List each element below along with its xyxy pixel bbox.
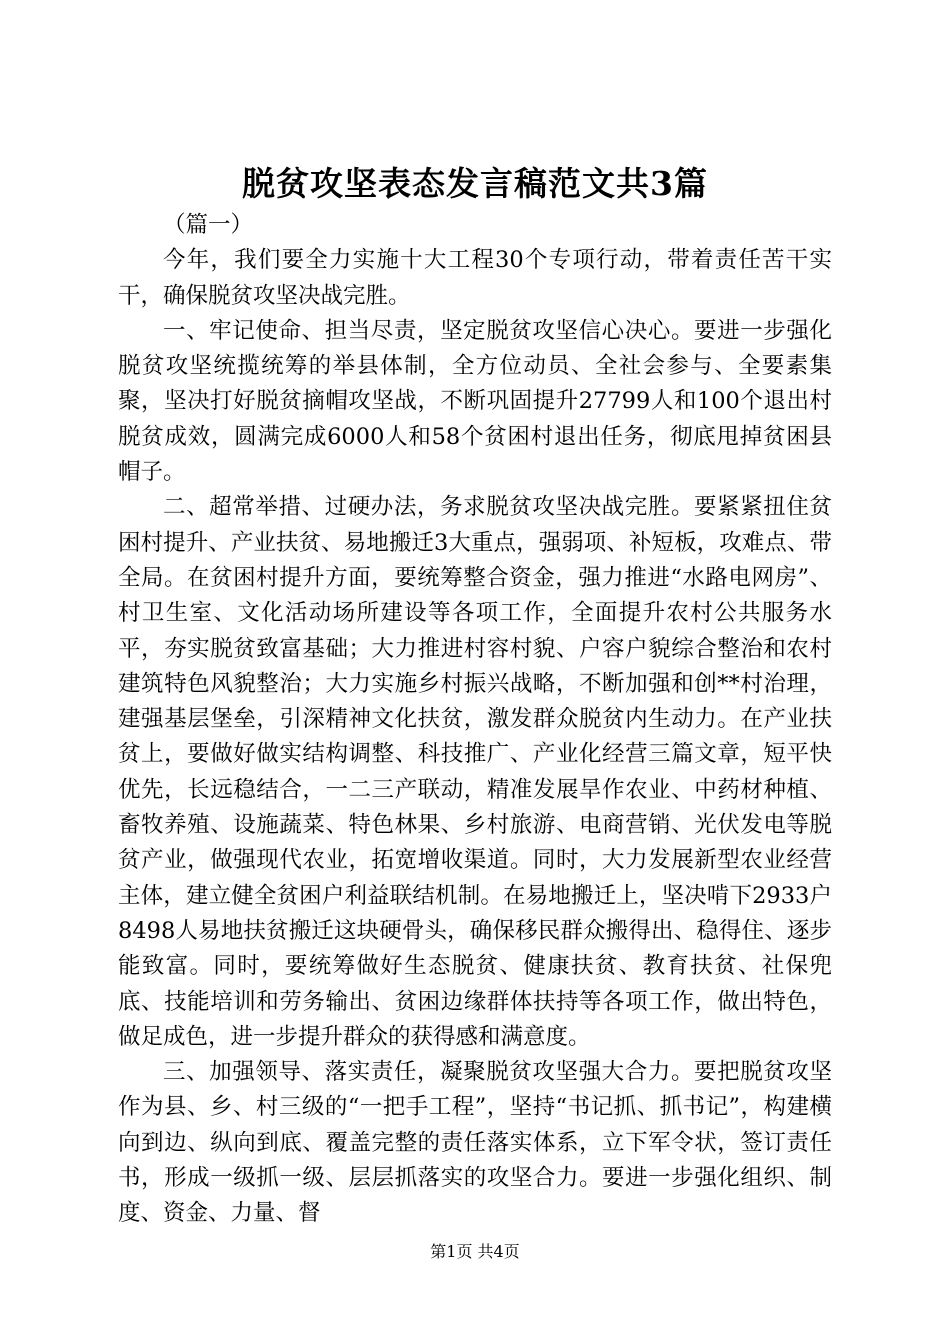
- paragraph-point-one: 一、牢记使命、担当尽责，坚定脱贫攻坚信心决心。要进一步强化脱贫攻坚统揽统筹的举县体制，全方位动员、全社会参与、全要素集聚，坚决打好脱贫摘帽攻坚战，不断巩固提升27799人和100个退出村脱贫成效，圆满完成6000人和58个贫困村退出任务，彻底甩掉贫困县帽子。: [118, 317, 832, 486]
- paragraph-intro: 今年，我们要全力实施十大工程30个专项行动，带着责任苦干实干，确保脱贫攻坚决战完胜。: [118, 247, 832, 309]
- section-label: （篇一）: [163, 212, 254, 238]
- page-footer: 第1页 共4页: [430, 1242, 520, 1261]
- paragraph-point-three: 三、加强领导、落实责任，凝聚脱贫攻坚强大合力。要把脱贫攻坚作为县、乡、村三级的“一把手工程”，坚持“书记抓、抓书记”，构建横向到边、纵向到底、覆盖完整的责任落实体系，立下军令状，签订责任书，形成一级抓一级、层层抓落实的攻坚合力。要进一步强化组织、制度、资金、力量、督: [118, 1059, 832, 1227]
- document-body: [118, 208, 832, 1232]
- document-title: 脱贫攻坚表态发言稿范文共3篇: [242, 164, 708, 203]
- paragraph-point-two: 二、超常举措、过硬办法，务求脱贫攻坚决战完胜。要紧紧扭住贫困村提升、产业扶贫、易地搬迁3大重点，强弱项、补短板，攻难点、带全局。在贫困村提升方面，要统筹整合资金，强力推进“水路电网房”、村卫生室、文化活动场所建设等各项工作，全面提升农村公共服务水平，夯实脱贫致富基础；大力推进村容村貌、户容户貌综合整治和农村建筑特色风貌整治；大力实施乡村振兴战略，不断加强和创**村治理，建强基层堡垒，引深精神文化扶贫，激发群众脱贫内生动力。在产业扶贫上，要做好做实结构调整、科技推广、产业化经营三篇文章，短平快优先，长远稳结合，一二三产联动，精准发展旱作农业、中药材种植、畜牧养殖、设施蔬菜、特色林果、乡村旅游、电商营销、光伏发电等脱贫产业，做强现代农业，拓宽增收渠道。同时，大力发展新型农业经营主体，建立健全贫困户利益联结机制。在易地搬迁上，坚决啃下2933户8498人易地扶贫搬迁这块硬骨头，确保移民群众搬得出、稳得住、逐步能致富。同时，要统筹做好生态脱贫、健康扶贫、教育扶贫、社保兜底、技能培训和劳务输出、贫困边缘群体扶持等各项工作，做出特色，做足成色，进一步提升群众的获得感和满意度。: [118, 494, 832, 1050]
